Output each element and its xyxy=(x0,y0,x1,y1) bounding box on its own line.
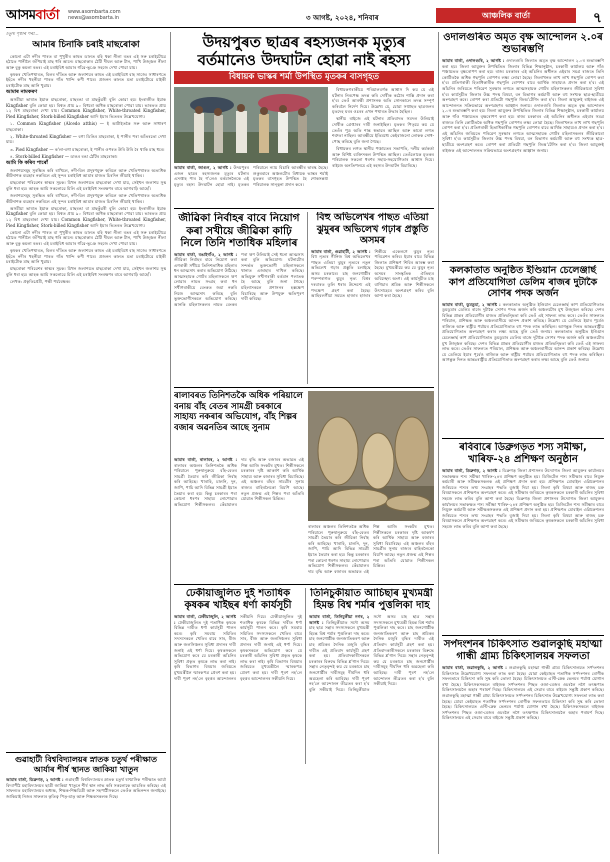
lead-block xyxy=(174,87,434,205)
logo-text-a: আসম xyxy=(6,8,36,23)
dateline: আমাৰ বাৰ্তা, ৰালাবৰ, ২ আগষ্ট : xyxy=(174,457,237,462)
paragraph: ডিব্ৰুগড় জিলা প্ৰশাসনৰ উদ্যোগত জিলা আয়ুক্তৰ কাৰ্যালয়ৰ সভাকক্ষত শস্য সমীক্ষা খাৰিফ-২৪ৰ প্ৰশিক্ষণ অনুষ্ঠিত হয়। ডিজিটেল শস্য সমীক্ষাৰ বাবে নিযুক্ত কৰ্মচাৰী আৰু সমীক্ষকসকলক এই প্ৰশিক্ষণ প্ৰদান কৰা হয়। প্ৰশিক্ষণত মোবাইল এপ্লিকেশ্যনৰ জৰিয়তে শস্যৰ তথ্য সংগ্ৰহৰ পদ্ধতি বুজাই দিয়া হয়। জিলা কৃষি বিষয়া আৰু ৰাজহ চক্ৰ বিষয়াসকলে প্ৰশিক্ষণত অংশগ্ৰহণ কৰে। এই সমীক্ষাৰ জৰিয়তে কৃষকসকলে চৰকাৰী আঁচনিৰ সুবিধা সহজে লাভ কৰিব বুলি আশা কৰা হৈছে। xyxy=(442,495,604,529)
effigy-burning-article xyxy=(309,588,434,764)
dateline: আমাৰ বাৰ্তা, ঢেকীয়াজুলি, ২ আগষ্ট : xyxy=(174,614,236,625)
article-body xyxy=(442,58,604,153)
farmers-protest-article xyxy=(174,588,302,764)
dateline: আমাৰ বাৰ্তা, জাগুন, ২ আগষ্ট : xyxy=(174,165,232,170)
photo-bamboo-baskets xyxy=(308,391,434,521)
paragraph: ঢেকীয়াজুলিত দুই শতাধিক কৃষকে বিভিন্ন দাবীত ধৰ্ণা কাৰ্যসূচী পালন কৰে। কৃষি সমবায় সমিতিৰ সদস্যসকলে খেতিৰ বাবে সাৰ, বীজ আৰু জলসিঞ্চনৰ সুবিধা প্ৰদানৰ দাবী জনাই এই ধৰ্ণা দিয়ে। কৃষকসকলে অভিযোগ কৰে যে চৰকাৰী আঁচনিৰ সুবিধা প্ৰকৃত কৃষকে লাভ কৰা নাই। কৃষি বিভাগৰ বিষয়াৰ জৰিয়তে মুখ্যমন্ত্ৰীলৈ স্মাৰকপত্ৰ প্ৰেৰণ কৰা হয়। দাবী পূৰণ নহ'লে বৃহত্তৰ আন্দোলনৰ সকীয়নি দিয়ে। xyxy=(174,614,267,681)
dateline: আমাৰ বাৰ্তা, তিনিচুকীয়া নগৰ, ২ আগষ্ট : xyxy=(309,614,370,625)
article-headline: ঢেকীয়াজুলিত দুই শতাধিক কৃষকৰ খাইছৰ ধৰ্ণা কাৰ্যসূচী xyxy=(184,588,292,611)
livelihood-article xyxy=(174,212,304,384)
article-body-continued xyxy=(308,524,434,581)
subheading: আমি কি কৰিব পাৰোঁ xyxy=(6,159,48,166)
left-column xyxy=(6,32,166,858)
dateline: আমাৰ বাৰ্তা, ওদালগুৰি, ২ আগষ্ট : xyxy=(442,58,505,63)
article-headline: গুৱাহাটী বিশ্ববিদ্যালয়ৰ স্নাতক চতুৰ্থ পৰীক্ষাত আৰ্যাৰ শীৰ্ষ স্থানত জাকিয়া খাতুন xyxy=(15,755,157,774)
paragraph: বিধায়কৰ লগত স্থানীয় পঞ্চায়তৰ সভাপতি, দলীয় কৰ্মকৰ্তা আৰু বিশিষ্ট ব্যক্তিসকল উপস্থিত আছিল। তেওঁলোকে মৃতকৰ পৰিয়ালক সকলো ধৰণৰ সহায়-সহযোগিতাৰ আশ্বাস দিয়ে। ৰাইজে অনতিপলমে এই ৰহস্যৰ উদঘাটন বিচাৰিছে। xyxy=(332,145,434,168)
paragraph: কোনো এটা নদীৰ পাৰত বা পুখুৰীৰ কাষত ডালত বহি থকা নীলা ৰঙৰ এই সৰু চৰাইটোৱে হঠাতে পানীলৈ জঁপিয়াই মাছ ধৰি আনে। মাছৰোকাৰ ঠোঁট দীঘল আৰু টান, পাখি উজ্জ্বল নীলা আৰু বুকু কমলা ৰঙৰ। এই চৰাইবিধ আমাৰ গাঁৱে-ভূঞে সহজে দেখা পোৱা যায়। xyxy=(6,53,166,70)
site-url: www.asombarta.com xyxy=(68,9,121,15)
paragraph: ২. White-throated Kingfisher — বগা ডিঙিৰ মাছৰোকা, ই পানীৰ পৰা আঁতৰতো দেখা যায়। xyxy=(6,133,166,145)
paragraph: স্থানীয় ৰাইজে এই ঘটনাৰ প্ৰতিবাদত সমদল উলিয়াই দোষীক গ্ৰেপ্তাৰৰ দাবী জনাইছিল। মৃতকৰ পিতৃয়ে কয় যে তেওঁৰ পুত্ৰ অতি শান্ত স্বভাৱৰ আছিল আৰু কাৰো লগত শত্ৰুতা নাছিল। আৰক্ষীয়ে ইতিমধ্যে কেইবাজনো লোকক সোধ-পোছ কৰিছে বুলি জনা গৈছে। xyxy=(332,116,434,144)
lead-headline: উদয়পুৰত ছাত্ৰৰ ৰহস্যজনক মৃত্যুৰ বৰ্তমানেও উদঘাটন হোৱা নাই ৰহস্য xyxy=(197,33,411,69)
article-body xyxy=(174,252,304,308)
dateline: আমাৰ বাৰ্তা, ডিব্ৰুগড়, ২ আগষ্ট : xyxy=(6,777,64,782)
lead-body-left xyxy=(174,165,328,205)
bamboo-article xyxy=(174,391,434,581)
middle-stories xyxy=(174,212,434,384)
article-headline: ৰবিবাৰে ডিব্ৰুগড়ত শস্য সমীক্ষা, খাৰিফ-২৪ প্ৰশিক্ষণ অনুষ্ঠান xyxy=(459,442,587,465)
article-headline: ওদালগুৰিত অমৃত বৃক্ষ আন্দোলন ২.০ৰ শুভাৰম্ভণি xyxy=(443,32,603,55)
paragraph: শুৱালকুছি মহাত্মা গান্ধী গ্ৰাম্য চিকিৎসালয়ত সৰ্পদংশনৰ চিকিৎসাত উল্লেখযোগ্য সফলতা লাভ কৰা হৈছে। যোৱা কেইমাহত শতাধিক সৰ্পদংশনৰ ৰোগীক সফলতাৰে চিকিৎসা কৰি সুস্থ কৰি তোলা হৈছে। চিকিৎসালয়ত এণ্টি-স্নেক ভেনমৰ পৰ্যাপ্ত যোগান ৰখা হৈছে। চিকিৎসকসকলে ৰাইজক সৰ্পদংশনৰ পিছত ওজা-বেজৰ ওচৰলৈ নগৈ তৎক্ষণাত চিকিৎসালয়লৈ অহাৰ পৰামৰ্শ দিছে। চিকিৎসালয়ৰ এই সেৱাৰ বাবে ৰাইজে সন্তুষ্টি প্ৰকাশ কৰিছে। xyxy=(442,692,604,721)
bottom-stories xyxy=(174,588,434,764)
site-info xyxy=(68,9,121,21)
column-divider xyxy=(170,32,171,854)
paragraph: ৰালাবৰ অঞ্চলৰ তিনিশতকৈ অধিক পৰিয়ালে পুৰুষানুক্ৰমে বাঁহ-বেতৰ সামগ্ৰী তৈয়াৰ কৰি জীৱিকা নিৰ্বাহ কৰি আহিছে। খাৰাহি, চালনি, দুন, জাপি, পাচি আদি বিভিন্ন সামগ্ৰী ইয়াত তৈয়াৰ কৰা হয়। কিন্তু চৰকাৰৰ পৰা কোনো ধৰণৰ সাহায্য নোপোৱাৰ অভিযোগ শিল্পীসকলৰ। কেঁচামালৰ দাম বৃদ্ধি আৰু বজাৰৰ অভাৱত এই শিল্প আজি সংকটৰ মুখত। শিল্পীসকলে চৰকাৰৰ দৃষ্টি আকৰ্ষণ কৰি আৰ্থিক সাহায্য আৰু বজাৰৰ সুবিধা বিচাৰিছে। এই অঞ্চলৰ বাঁহৰ সামগ্ৰীৰ সুনাম ৰাজ্যৰ বাহিৰলৈকো বিয়পি আছে। নতুন প্ৰজন্ম এই শিল্পৰ পৰা আঁতৰি যোৱাত শিল্পীসকল চিন্তিত। xyxy=(174,457,304,507)
article-body xyxy=(311,249,434,299)
paragraph: জলাশয়সমূহ সুৰক্ষিত কৰি ৰাখিলে, নদী-বিল প্ৰদূষণমুক্ত কৰিলে আৰু খেতিপথাৰত অত্যধিক কীটনাশক ব্যৱহাৰ নকৰিলে এই সুন্দৰ চৰাইবিধ আমাৰ মাজত চিৰদিন জীয়াই থাকিব। xyxy=(6,167,166,179)
paragraph: কোনো এটা নদীৰ পাৰত বা পুখুৰীৰ কাষত ডালত বহি থকা নীলা ৰঙৰ এই সৰু চৰাইটোৱে হঠাতে পানীলৈ জঁপিয়াই মাছ ধৰি আনে। মাছৰোকাৰ ঠোঁট দীঘল আৰু টান, পাখি উজ্জ্বল নীলা আৰু বুকু কমলা ৰঙৰ। এই চৰাইবিধ আমাৰ গাঁৱে-ভূঞে সহজে দেখা পোৱা যায়। xyxy=(6,229,166,246)
paragraph: ১. Common Kingfisher (Alcedo atthis) — ই আটাইতকৈ সৰু আৰু সাধাৰণ মাছৰোকা। xyxy=(6,121,166,132)
paragraph: বিহু নৃত্যৰ গীনিজ বিশ্ব অভিলেখৰ পাছত এতিয়া ঝুমুৰ নৃত্যৰে নতুন অভিলেখ গঢ়াৰ প্ৰস্তুতি চলাইছে অসম চৰকাৰে। চাহ জনগোষ্ঠীৰ পৰম্পৰাগত ঝুমুৰ নৃত্য বিশ্বৰ দৰবাৰত তুলি ধৰাৰ উদ্দেশ্যে এই পদক্ষেপ গ্ৰহণ কৰা হৈছে। আহিবলগীয়া সময়ত হাজাৰ হাজাৰ শিল্পীয়ে একেলগে ঝুমুৰ নৃত্য পৰিৱেশন কৰিব। ইয়াৰ বাবে বিভিন্ন জিলাত প্ৰশিক্ষণ শিবিৰ আৰম্ভ কৰা হৈছে। মুখ্যমন্ত্ৰীয়ে কয় যে ঝুমুৰ নৃত্য অসমৰ সাংস্কৃতিক ঐতিহ্যৰ অবিচ্ছেদ্য অংগ। এই কাৰ্যসূচীত চাহ বাগিচাৰ শ্ৰমিক আৰু শিল্পীসকলে উৎসাহেৰে অংশগ্ৰহণ কৰিব বুলি আশা কৰা হৈছে। xyxy=(311,248,434,299)
paragraph: উদয়পুৰৰ এজন ছাত্ৰৰ ৰহস্যজনক মৃত্যুৰ ঘটনাৰ এসপ্তাহ পাৰ হৈ গ'লেও বৰ্তমানলৈকে এই মৃত্যুৰ ৰহস্য উদঘাটন হোৱা নাই। মৃতকৰ পৰিয়ালে ন্যায় বিচাৰি আৰক্ষীৰ দ্বাৰস্থ হৈছে। শুকুৰবাৰে অঞ্চলটোৰ বিধায়ক ভাস্কৰ শৰ্মাই মৃতকৰ বাসগৃহত উপস্থিত হৈ শোকসন্তপ্ত পৰিয়ালক সান্ত্বনা প্ৰদান কৰে। xyxy=(174,165,328,187)
article-headline: জীৱিকা নিৰ্বাহৰ বাবে নিয়োগ কৰা সখীয়ে জীৱিকা কাঢ়ি নিলে তিনি শতাধিক মহিলাৰ xyxy=(178,212,300,249)
issue-date: ৩ আগষ্ট, ২০২৪, শনিবাৰ xyxy=(306,14,379,22)
paragraph: ওদালগুৰি জিলাত অমৃত বৃক্ষ আন্দোলন ২.০ৰ শুভাৰম্ভণি কৰা হয়। জিলা আয়ুক্তৰ উপস্থিতিত জিলাৰ বিভিন্ন শিক্ষানুষ্ঠান, চৰকাৰী কাৰ্যালয় আৰু গাঁও পঞ্চায়তত বৃক্ষৰোপণ কৰা হয়। ৰাজ্য চৰকাৰৰ এই আঁচনিৰ অধীনত এইবাৰ সমগ্ৰ ৰাজ্যত তিনি কোটিতকৈ অধিক গছপুলি ৰোপণৰ লক্ষ্য লোৱা হৈছে। জিলাখনত লাখ লাখ গছপুলি ৰোপণ কৰা হ'ব। প্ৰতিগৰাকী হিতাধিকাৰীক গছপুলি ৰোপণৰ বাবে আৰ্থিক সাহায্যও প্ৰদান কৰা হ'ব। এই আঁচনিৰ জৰিয়তে পৰিৱেশ সুৰক্ষাৰ লগতে আত্মসহায়ক গোটৰ মহিলাসকলৰ জীৱিকাৰো সুবিধা হ'ব। কাৰ্যসূচীত জিলাৰ উচ্চ পদস্থ বিষয়া, বন বিভাগৰ কৰ্মচাৰী আৰু বহু সংখ্যক ছাত্ৰ-ছাত্ৰীয়ে অংশগ্ৰহণ কৰে। ৰোপণ কৰা প্ৰতিটো গছপুলি জিঅ'টেগিং কৰা হ'ব। জিলা আয়ুক্তই ৰাইজক এই আন্দোলনত সক্ৰিয়ভাৱে অংশগ্ৰহণৰ আহ্বান জনায়। xyxy=(442,102,604,153)
medal-article xyxy=(442,265,604,435)
jhumur-article xyxy=(311,212,434,384)
snakebite-article xyxy=(442,639,604,858)
section-label: আঞ্চলিক বাৰ্তা xyxy=(436,8,576,23)
page-number: ৭ xyxy=(592,10,602,26)
article-body xyxy=(442,302,604,364)
crop-survey-article xyxy=(442,442,604,632)
paragraph: মাছৰোকা পৰিৱেশৰ স্বাস্থ্যৰ সূচক। যিখন জলাশয়ত মাছৰোকা দেখা যায়, সেইখন জলাশয় সুস্থ বুলি ধৰা হয়। আহক আমি সকলোৱে মিলি এই চৰাইবিধ সংৰক্ষণৰ বাবে আগবাঢ়ি আহোঁ। xyxy=(6,266,166,277)
article-body xyxy=(309,614,434,692)
dateline: আমাৰ বাৰ্তা, গুৱাহাটী, ২ আগষ্ট : xyxy=(311,248,371,254)
dateline: আমাৰ বাৰ্তা, ডুমডুমা, ২ আগষ্ট : xyxy=(442,301,501,307)
paragraph: ৰালাবৰ অঞ্চলৰ তিনিশতকৈ অধিক পৰিয়ালে পুৰুষানুক্ৰমে বাঁহ-বেতৰ সামগ্ৰী তৈয়াৰ কৰি জীৱিকা নিৰ্বাহ কৰি আহিছে। খাৰাহি, চালনি, দুন, জাপি, পাচি আদি বিভিন্ন সামগ্ৰী ইয়াত তৈয়াৰ কৰা হয়। কিন্তু চৰকাৰৰ পৰা কোনো ধৰণৰ সাহায্য নোপোৱাৰ অভিযোগ শিল্পীসকলৰ। কেঁচামালৰ দাম বৃদ্ধি আৰু বজাৰৰ অভাৱত এই শিল্প আজি সংকটৰ মুখত। শিল্পীসকলে চৰকাৰৰ দৃষ্টি আকৰ্ষণ কৰি আৰ্থিক সাহায্য আৰু বজাৰৰ সুবিধা বিচাৰিছে। এই অঞ্চলৰ বাঁহৰ সামগ্ৰীৰ সুনাম ৰাজ্যৰ বাহিৰলৈকো বিয়পি আছে। নতুন প্ৰজন্ম এই শিল্পৰ পৰা আঁতৰি যোৱাত শিল্পীসকল চিন্তিত। xyxy=(308,524,434,574)
paragraph: তিনিচুকীয়াত সদৌ অসম চাহ ছাত্ৰ সন্থাৰ সদস্যসকলে মুখ্যমন্ত্ৰী হিমন্ত বিশ্ব শৰ্মাৰ পুত্তলিকা দাহ কৰে। চাহ জনগোষ্ঠীক জনজাতিকৰণ আৰু চাহ শ্ৰমিকৰ দৈনিক মজুৰি বৃদ্ধিৰ দাবীত এই প্ৰতিবাদ কাৰ্যসূচী গ্ৰহণ কৰা হয়। প্ৰতিবাদকাৰীসকলে চৰকাৰৰ বিৰুদ্ধে বিভিন্ন শ্ল'গান দিয়ে। সন্থাৰ নেতৃবৃন্দই কয় যে চৰকাৰে চাহ জনগোষ্ঠীৰ দাবীসমূহ দীৰ্ঘদিন ধৰি অৱহেলা কৰি আহিছে। দাবী পূৰণ নহ'লে আন্দোলন তীব্ৰতৰ কৰা হ'ব বুলি সকীয়াই দিয়ে। xyxy=(348,614,434,692)
paragraph: শুৱালকুছি মহাত্মা গান্ধী গ্ৰাম্য চিকিৎসালয়ত সৰ্পদংশনৰ চিকিৎসাত উল্লেখযোগ্য সফলতা লাভ কৰা হৈছে। যোৱা কেইমাহত শতাধিক সৰ্পদংশনৰ ৰোগীক সফলতাৰে চিকিৎসা কৰি সুস্থ কৰি তোলা হৈছে। চিকিৎসালয়ত এণ্টি-স্নেক ভেনমৰ পৰ্যাপ্ত যোগান ৰখা হৈছে। চিকিৎসকসকলে ৰাইজক সৰ্পদংশনৰ পিছত ওজা-বেজৰ ওচৰলৈ নগৈ তৎক্ষণাত চিকিৎসালয়লৈ অহাৰ পৰামৰ্শ দিছে। চিকিৎসালয়ৰ এই সেৱাৰ বাবে ৰাইজে সন্তুষ্টি প্ৰকাশ কৰিছে। xyxy=(442,665,604,693)
subheading: আমাৰ নামকৰণ xyxy=(6,89,38,96)
dateline: আমাৰ বাৰ্তা, বঙাইগাঁও, ২ আগষ্ট : xyxy=(174,251,237,257)
paragraph: লেখক: প্ৰকৃতিপ্ৰেমী, পক্ষী পৰ্যবেক্ষক। xyxy=(10,278,71,284)
bamboo-photo xyxy=(308,391,434,521)
dateline: আমাৰ বাৰ্তা, ডিব্ৰুগড়, ২ আগষ্ট : xyxy=(442,468,501,473)
paragraph: জীৱিকা নিৰ্বাহৰ বাবে নিয়োগ কৰা এগৰাকী সখীয়ে তিনিশতাধিক মহিলাৰ ধন আত্মসাৎ কৰাৰ অভিযোগ উঠিছে। আত্মসহায়ক গোটৰ মহিলাসকলে ঋণ লোৱাৰ নামত সংগ্ৰহ কৰা ধন সখীগৰাকীয়ে বেংকত জমা নকৰি নিজে আত্মসাৎ কৰিছে বুলি ভুক্তভোগীসকলে অভিযোগ কৰিছে। আনকি মহিলাসকলৰ নামত বেংকৰ পৰা ঋণ উলিয়াই সেই ধনো আত্মসাৎ কৰা বুলি অভিযোগ। ঘটনাটোৰ সন্দৰ্ভত ভুক্তভোগী মহিলাসকলে থানাত এজাহাৰ দাখিল কৰিছে। অভিযুক্ত সখীগৰাকী বৰ্তমান পলাতক হৈ আছে বুলি জনা গৈছে। মহিলাসকলে প্ৰশাসনৰ হস্তক্ষেপ বিচাৰিছে আৰু উপযুক্ত ক্ষতিপূৰণ দাবী কৰিছে। xyxy=(174,251,304,307)
paragraph: কলকাতাত অনুষ্ঠিত ইণ্ডিয়ান চেলেঞ্জাৰ্ছ কাপ প্ৰতিযোগিতাত ডুমডুমাৰ ডেলিম ৰাজে দুটাকৈ সোণৰ পদক অৰ্জন কৰি অঞ্চলটোৰ মুখ উজ্জ্বল কৰিছে। দেশৰ বিভিন্ন প্ৰান্তৰ প্ৰতিযোগীৰ মাজত প্ৰতিদ্বন্দ্বিতা কৰি তেওঁ এই সাফল্য লাভ কৰে। তেওঁৰ সাফল্যত পৰিয়াল, প্ৰশিক্ষক আৰু অঞ্চলবাসীয়ে আনন্দ প্ৰকাশ কৰিছে। উল্লেখ্য যে ডেলিমে ইয়াৰ পূৰ্বেও ৰাজ্যিক আৰু ৰাষ্ট্ৰীয় পৰ্যায়ৰ প্ৰতিযোগিতাত বহু পদক লাভ কৰিছিল। আগন্তুক দিনত আন্তঃৰাষ্ট্ৰীয় প্ৰতিযোগিতাত অংশগ্ৰহণ কৰাৰ লক্ষ্য আছে বুলি তেওঁ জনায়। xyxy=(442,301,604,335)
site-email: news@asombarta.in xyxy=(68,15,120,21)
paragraph: কলকাতাত অনুষ্ঠিত ইণ্ডিয়ান চেলেঞ্জাৰ্ছ কাপ প্ৰতিযোগিতাত ডুমডুমাৰ ডেলিম ৰাজে দুটাকৈ সোণৰ পদক অৰ্জন কৰি অঞ্চলটোৰ মুখ উজ্জ্বল কৰিছে। দেশৰ বিভিন্ন প্ৰান্তৰ প্ৰতিযোগীৰ মাজত প্ৰতিদ্বন্দ্বিতা কৰি তেওঁ এই সাফল্য লাভ কৰে। তেওঁৰ সাফল্যত পৰিয়াল, প্ৰশিক্ষক আৰু অঞ্চলবাসীয়ে আনন্দ প্ৰকাশ কৰিছে। উল্লেখ্য যে ডেলিমে ইয়াৰ পূৰ্বেও ৰাজ্যিক আৰু ৰাষ্ট্ৰীয় পৰ্যায়ৰ প্ৰতিযোগিতাত বহু পদক লাভ কৰিছিল। আগন্তুক দিনত আন্তঃৰাষ্ট্ৰীয় প্ৰতিযোগিতাত অংশগ্ৰহণ কৰাৰ লক্ষ্য আছে বুলি তেওঁ জনায়। xyxy=(442,329,604,363)
article-headline: ৰালাবৰত তিনিশতকৈ অধিক পৰিয়ালে বনায় বাঁহ বেতৰ সামগ্ৰী চৰকাৰে সাহায্য নকৰাৰ অভিযোগ, বাঁহ শিল্পৰ বজাৰ অৱনতিৰ আছে সুনাম xyxy=(174,391,303,433)
article-body xyxy=(442,468,604,530)
article-headline: তিনিচুকীয়াত আচিছাৰ মুখ্যমন্ত্ৰী হিমন্ত বিশ্ব শৰ্মাৰ পুত্তলিকা দাহ xyxy=(310,588,433,611)
article-headline: সৰ্পদংশনৰ চিকিৎসাত শুৱালকুছি মহাত্মা গান্ধী গ্ৰাম্য চিকিৎসালয়ৰ সফলতা xyxy=(443,639,603,662)
lead-banner: বিধায়ক ভাস্কৰ শৰ্মা উপস্থিত মৃতকৰ বাসগৃহত xyxy=(174,71,434,84)
column-divider xyxy=(438,32,439,854)
paragraph: কৃষকৰ খেতিপথাৰত, বিলৰ দাঁতিত আৰু জলাশয়ৰ কাষত এই চৰাইবিধে বাহ সাজে। সাধাৰণতে ইহঁতে নদীৰ খহনীয়া পাৰত গাঁত খান্দি কণী পাৰে। প্ৰজনন কালত মতা চৰাইটোৱে মাইকী চৰাইটোক মাছ আনি খুৱায়। xyxy=(6,248,166,265)
paragraph: কৃষকৰ খেতিপথাৰত, বিলৰ দাঁতিত আৰু জলাশয়ৰ কাষত এই চৰাইবিধে বাহ সাজে। সাধাৰণতে ইহঁতে নদীৰ খহনীয়া পাৰত গাঁত খান্দি কণী পাৰে। প্ৰজনন কালত মতা চৰাইটোৱে মাইকী চৰাইটোক মাছ আনি খুৱায়। xyxy=(6,71,166,89)
center-column xyxy=(174,32,434,858)
lead-body-right xyxy=(332,87,434,205)
paragraph: অসমীয়া ভাষাত ইয়াক মাছৰোকা, মাছৰঙা বা মাছকুঁৱৰী বুলি কোৱা হয়। ইংৰাজীত ইয়াক Kingfisher বুলি কোৱা হয়। বিশ্বত প্ৰায় ৯০ বিধৰো অধিক মাছৰোকা পোৱা যায়। ভাৰতত প্ৰায় ১২ বিধ মাছৰোকা দেখা যায়। Common Kingfisher, White-throated Kingfisher, Pied Kingfisher, Stork-billed Kingfisher আদি ইয়াৰ ভিতৰত উল্লেখযোগ্য। xyxy=(6,97,166,120)
kicker: চতুৰ্থ পৃষ্ঠাৰ পৰা... xyxy=(6,32,39,37)
lead-photo xyxy=(174,87,328,163)
article-headline: বিহু অভিলেখৰ পাছত এতিয়া ঝুমুৰৰ অভিলেখ গঢ়াৰ প্ৰস্তুতি অসমৰ xyxy=(316,212,429,246)
paragraph: তিনিচুকীয়াত সদৌ অসম চাহ ছাত্ৰ সন্থাৰ সদস্যসকলে মুখ্যমন্ত্ৰী হিমন্ত বিশ্ব শৰ্মাৰ পুত্তলিকা দাহ কৰে। চাহ জনগোষ্ঠীক জনজাতিকৰণ আৰু চাহ শ্ৰমিকৰ দৈনিক মজুৰি বৃদ্ধিৰ দাবীত এই প্ৰতিবাদ কাৰ্যসূচী গ্ৰহণ কৰা হয়। প্ৰতিবাদকাৰীসকলে চৰকাৰৰ বিৰুদ্ধে বিভিন্ন শ্ল'গান দিয়ে। সন্থাৰ নেতৃবৃন্দই কয় যে চৰকাৰে চাহ জনগোষ্ঠীৰ দাবীসমূহ দীৰ্ঘদিন ধৰি অৱহেলা কৰি আহিছে। দাবী পূৰণ নহ'লে আন্দোলন তীব্ৰতৰ কৰা হ'ব বুলি সকীয়াই দিয়ে। xyxy=(309,619,370,692)
paragraph: ডিব্ৰুগড় জিলা প্ৰশাসনৰ উদ্যোগত জিলা আয়ুক্তৰ কাৰ্যালয়ৰ সভাকক্ষত শস্য সমীক্ষা খাৰিফ-২৪ৰ প্ৰশিক্ষণ অনুষ্ঠিত হয়। ডিজিটেল শস্য সমীক্ষাৰ বাবে নিযুক্ত কৰ্মচাৰী আৰু সমীক্ষকসকলক এই প্ৰশিক্ষণ প্ৰদান কৰা হয়। প্ৰশিক্ষণত মোবাইল এপ্লিকেশ্যনৰ জৰিয়তে শস্যৰ তথ্য সংগ্ৰহৰ পদ্ধতি বুজাই দিয়া হয়। জিলা কৃষি বিষয়া আৰু ৰাজহ চক্ৰ বিষয়াসকলে প্ৰশিক্ষণত অংশগ্ৰহণ কৰে। এই সমীক্ষাৰ জৰিয়তে কৃষকসকলে চৰকাৰী আঁচনিৰ সুবিধা সহজে লাভ কৰিব বুলি আশা কৰা হৈছে। xyxy=(442,468,604,501)
exam-topper-article xyxy=(6,752,166,858)
paragraph: অসমীয়া ভাষাত ইয়াক মাছৰোকা, মাছৰঙা বা মাছকুঁৱৰী বুলি কোৱা হয়। ইংৰাজীত ইয়াক Kingfisher বুলি কোৱা হয়। বিশ্বত প্ৰায় ৯০ বিধৰো অধিক মাছৰোকা পোৱা যায়। ভাৰতত প্ৰায় ১২ বিধ মাছৰোকা দেখা যায়। Common Kingfisher, White-throated Kingfisher, Pied Kingfisher, Stork-billed Kingfisher আদি ইয়াৰ ভিতৰত উল্লেখযোগ্য। xyxy=(6,205,166,228)
paragraph: মাছৰোকা পৰিৱেশৰ স্বাস্থ্যৰ সূচক। যিখন জলাশয়ত মাছৰোকা দেখা যায়, সেইখন জলাশয় সুস্থ বুলি ধৰা হয়। আহক আমি সকলোৱে মিলি এই চৰাইবিধ সংৰক্ষণৰ বাবে আগবাঢ়ি আহোঁ। xyxy=(6,180,166,192)
article-body xyxy=(442,665,604,721)
masthead xyxy=(6,6,604,28)
paragraph: গুৱাহাটী বিশ্ববিদ্যালয়ৰ স্নাতক চতুৰ্থ ষাণ্মাসিক পৰীক্ষাত আৰ্যা বিদ্যাপীঠ মহাবিদ্যালয়ৰ ছাত্ৰী জাকিয়া খাতুনে শীৰ্ষ স্থান লাভ কৰি সকলোকে আচৰিত কৰিছে। এই সাফল্যত মহাবিদ্যালয়ৰ অধ্যক্ষ, শিক্ষক-শিক্ষয়িত্ৰী আৰু সহপাঠীসকলে তেওঁক অভিনন্দন জনাইছে। জাকিয়াই নিজৰ সাফল্যৰ কৃতিত্ব পিতৃ-মাতৃ আৰু শিক্ষকসকলক দিছে। xyxy=(6,777,166,799)
logo xyxy=(6,6,59,27)
dateline: আমাৰ বাৰ্তা, শুৱালকুছি, ২ আগষ্ট : xyxy=(442,665,507,670)
paragraph: জলাশয়সমূহ সুৰক্ষিত কৰি ৰাখিলে, নদী-বিল প্ৰদূষণমুক্ত কৰিলে আৰু খেতিপথাৰত অত্যধিক কীটনাশক ব্যৱহাৰ নকৰিলে এই সুন্দৰ চৰাইবিধ আমাৰ মাজত চিৰদিন জীয়াই থাকিব। xyxy=(6,193,166,204)
paragraph: বিধায়কগৰাকীয়ে পৰিয়ালবৰ্গক আশ্বাস দি কয় যে এই ঘটনাৰ নিৰপেক্ষ তদন্ত কৰি দোষীক কঠোৰ শাস্তি প্ৰদান কৰা হ'ব। তেওঁ আৰক্ষী প্ৰশাসনক অতি সোনকালে তদন্ত সম্পূৰ্ণ কৰিবলৈ নিৰ্দেশ দিয়ে। উল্লেখ্য যে, যোৱা সপ্তাহত ছাত্ৰজনৰ মৃতদেহ ঘৰৰ ওচৰৰ এখন পথাৰত উদ্ধাৰ হৈছিল। xyxy=(332,87,434,115)
tree-planting-article xyxy=(442,32,604,258)
paragraph: ৪. Stork-billed Kingfisher — ডাঙৰ ৰঙা ঠোঁটৰ মাছৰোকা। xyxy=(10,153,118,159)
article-headline: কলকাতাত অনুষ্ঠিত ইণ্ডিয়ান চেলেঞ্জাৰ্ছ কাপ প্ৰতিযোগিতা ডেলিম ৰাজৰ দুটাকৈ সোণৰ পদক অৰ্জন xyxy=(448,265,598,299)
article-body xyxy=(6,54,166,285)
logo-text-b: বাৰ্তা xyxy=(35,8,60,23)
article-body xyxy=(6,777,166,799)
right-column xyxy=(442,32,604,858)
article-body xyxy=(174,457,304,581)
photo-people-umbrellas xyxy=(174,87,328,163)
paragraph: ওদালগুৰি জিলাত অমৃত বৃক্ষ আন্দোলন ২.০ৰ শুভাৰম্ভণি কৰা হয়। জিলা আয়ুক্তৰ উপস্থিতিত জিলাৰ বিভিন্ন শিক্ষানুষ্ঠান, চৰকাৰী কাৰ্যালয় আৰু গাঁও পঞ্চায়তত বৃক্ষৰোপণ কৰা হয়। ৰাজ্য চৰকাৰৰ এই আঁচনিৰ অধীনত এইবাৰ সমগ্ৰ ৰাজ্যত তিনি কোটিতকৈ অধিক গছপুলি ৰোপণৰ লক্ষ্য লোৱা হৈছে। জিলাখনত লাখ লাখ গছপুলি ৰোপণ কৰা হ'ব। প্ৰতিগৰাকী হিতাধিকাৰীক গছপুলি ৰোপণৰ বাবে আৰ্থিক সাহায্যও প্ৰদান কৰা হ'ব। এই আঁচনিৰ জৰিয়তে পৰিৱেশ সুৰক্ষাৰ লগতে আত্মসহায়ক গোটৰ মহিলাসকলৰ জীৱিকাৰো সুবিধা হ'ব। কাৰ্যসূচীত জিলাৰ উচ্চ পদস্থ বিষয়া, বন বিভাগৰ কৰ্মচাৰী আৰু বহু সংখ্যক ছাত্ৰ-ছাত্ৰীয়ে অংশগ্ৰহণ কৰে। ৰোপণ কৰা প্ৰতিটো গছপুলি জিঅ'টেগিং কৰা হ'ব। জিলা আয়ুক্তই ৰাইজক এই আন্দোলনত সক্ৰিয়ভাৱে অংশগ্ৰহণৰ আহ্বান জনায়। xyxy=(442,58,604,108)
paragraph: ঢেকীয়াজুলিত দুই শতাধিক কৃষকে বিভিন্ন দাবীত ধৰ্ণা কাৰ্যসূচী পালন কৰে। কৃষি সমবায় সমিতিৰ সদস্যসকলে খেতিৰ বাবে সাৰ, বীজ আৰু জলসিঞ্চনৰ সুবিধা প্ৰদানৰ দাবী জনাই এই ধৰ্ণা দিয়ে। কৃষকসকলে অভিযোগ কৰে যে চৰকাৰী আঁচনিৰ সুবিধা প্ৰকৃত কৃষকে লাভ কৰা নাই। কৃষি বিভাগৰ বিষয়াৰ জৰিয়তে মুখ্যমন্ত্ৰীলৈ স্মাৰকপত্ৰ প্ৰেৰণ কৰা হয়। দাবী পূৰণ নহ'লে বৃহত্তৰ আন্দোলনৰ সকীয়নি দিয়ে। xyxy=(240,614,302,681)
article-body xyxy=(174,614,302,681)
paragraph: ৩. Pied Kingfisher — ক'লা-বগা মাছৰোকা, ই পানীৰ ওপৰত উৰি উৰি ৰৈ থাকি মাছ ধৰে। xyxy=(10,146,165,152)
article-headline: আমাৰ চিনাকি চৰাই মাছৰোকা xyxy=(32,39,140,50)
